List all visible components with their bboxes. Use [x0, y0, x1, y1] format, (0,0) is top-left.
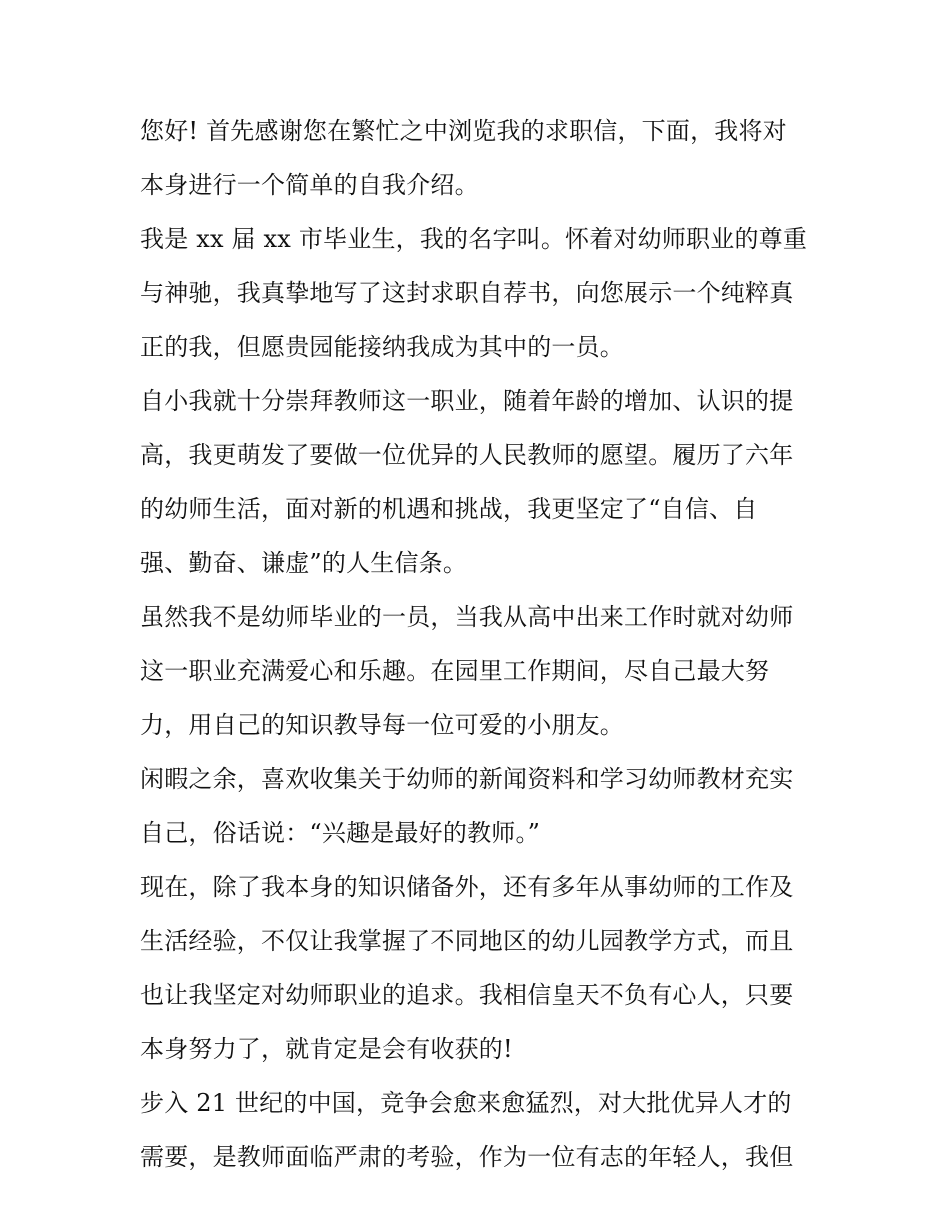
text-line: 也让我坚定对幼师职业的追求。我相信皇天不负有心人，只要 — [140, 981, 794, 1009]
text-line: 您好! 首先感谢您在繁忙之中浏览我的求职信，下面，我将对 — [140, 117, 787, 145]
text-line: 高，我更萌发了要做一位优异的人民教师的愿望。履历了六年 — [140, 441, 794, 469]
paragraph-self-intro — [140, 212, 820, 374]
text-line: 现在，除了我本身的知识储备外，还有多年从事幼师的工作及 — [140, 873, 794, 901]
text-line: 自小我就十分崇拜教师这一职业，随着年龄的增加、认识的提 — [140, 387, 794, 415]
letter-body — [140, 104, 820, 1184]
paragraph-aspiration — [140, 374, 820, 590]
paragraph-current-skills — [140, 860, 820, 1076]
text-line: 本身努力了，就肯定是会有收获的! — [140, 1035, 513, 1063]
text-line: 力，用自己的知识教导每一位可爱的小朋友。 — [140, 711, 624, 739]
text-line: 生活经验，不仅让我掌握了不同地区的幼儿园教学方式，而且 — [140, 927, 794, 955]
text-line: 步入 21 世纪的中国，竞争会愈来愈猛烈，对大批优异人才的 — [140, 1089, 792, 1117]
text-line: 强、勤奋、谦虚”的人生信条。 — [140, 549, 468, 577]
paragraph-greeting — [140, 104, 820, 212]
text-line: 自己，俗话说：“兴趣是最好的教师。” — [140, 819, 541, 847]
text-line: 闲暇之余，喜欢收集关于幼师的新闻资料和学习幼师教材充实 — [140, 765, 794, 793]
text-line: 与神驰，我真挚地写了这封求职自荐书，向您展示一个纯粹真 — [140, 279, 794, 307]
text-line: 的幼师生活，面对新的机遇和挑战，我更坚定了“自信、自 — [140, 495, 758, 523]
text-line: 虽然我不是幼师毕业的一员，当我从高中出来工作时就对幼师 — [140, 603, 794, 631]
text-line: 需要，是教师面临严肃的考验，作为一位有志的年轻人，我但 — [140, 1143, 794, 1171]
paragraph-experience — [140, 590, 820, 752]
paragraph-future — [140, 1076, 820, 1184]
text-line: 本身进行一个简单的自我介绍。 — [140, 171, 479, 199]
text-line: 我是 xx 届 xx 市毕业生，我的名字叫。怀着对幼师职业的尊重 — [140, 225, 808, 253]
text-line: 正的我，但愿贵园能接纳我成为其中的一员。 — [140, 333, 624, 361]
text-line: 这一职业充满爱心和乐趣。在园里工作期间，尽自己最大努 — [140, 657, 770, 685]
paragraph-hobbies — [140, 752, 820, 860]
